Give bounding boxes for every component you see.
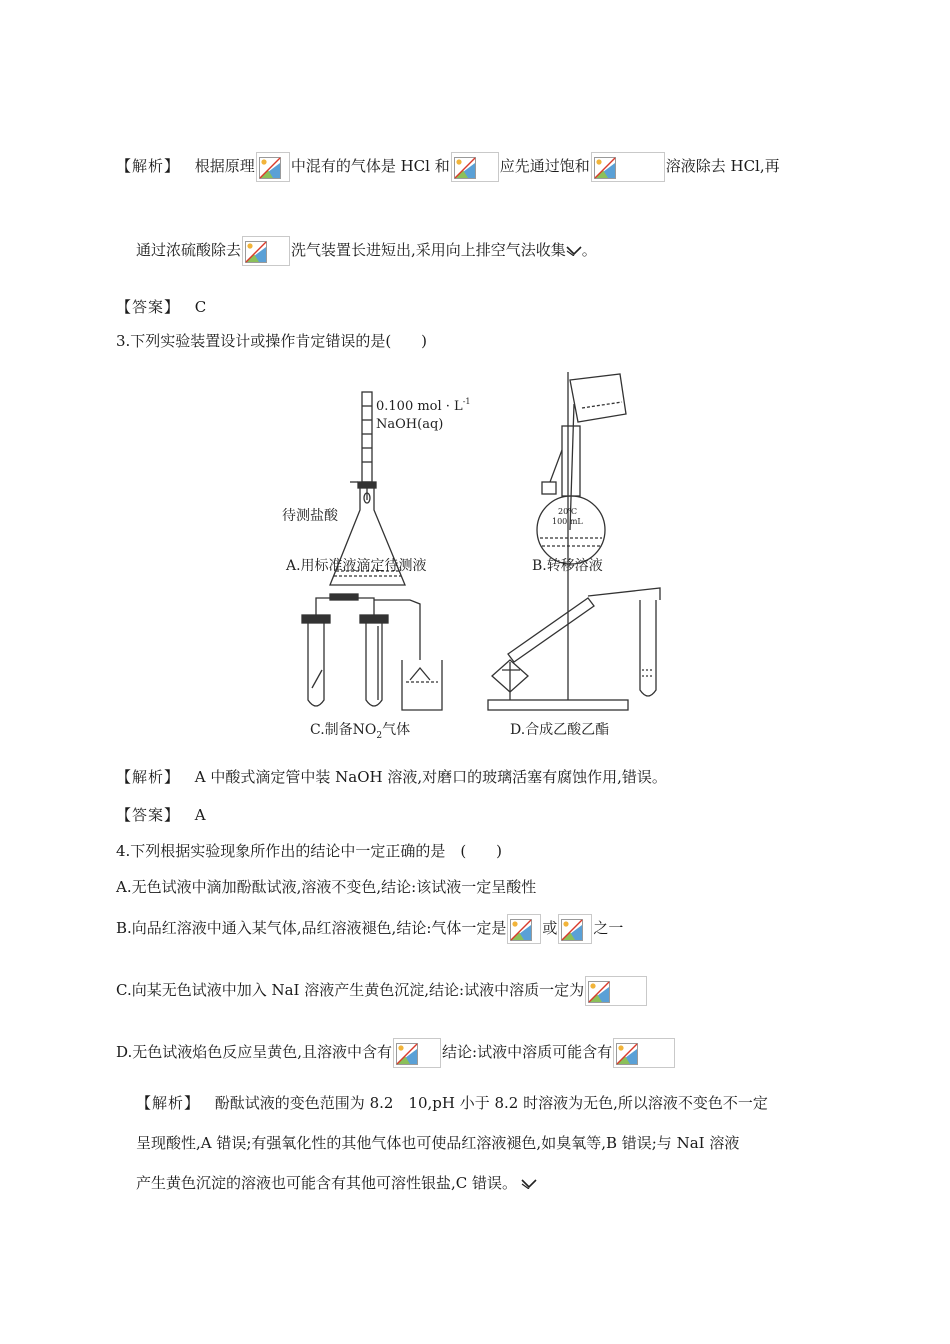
q4-analysis-line-3: [136, 1172, 537, 1194]
broken-image-icon: [396, 1043, 418, 1065]
formula-image: [242, 236, 290, 266]
a-caption: A.用标准液滴定待测液: [286, 558, 427, 574]
analysis-tag: 【解析】: [116, 768, 181, 786]
broken-image-icon: [510, 919, 532, 941]
text-segment: 通过浓硫酸除去: [136, 241, 242, 259]
text-segment: B.向品红溶液中通入某气体,品红溶液褪色,结论:气体一定是: [116, 919, 507, 937]
text-segment: 或: [542, 919, 558, 937]
text-segment: 。: [581, 241, 597, 259]
down-arrow-icon: [521, 1179, 537, 1189]
answer-value: A: [194, 806, 206, 824]
analysis-line-2: [136, 236, 597, 266]
text-segment: 洗气装置长进短出,采用向上排空气法收集: [291, 241, 566, 259]
broken-image-icon: [245, 241, 267, 263]
text-segment: D.无色试液焰色反应呈黄色,且溶液中含有: [116, 1043, 393, 1061]
broken-image-icon: [454, 157, 476, 179]
broken-image-icon: [588, 981, 610, 1003]
q3-answer: [116, 804, 206, 826]
answer-line: [116, 296, 206, 318]
text-segment: 结论:试液中溶质可能含有: [442, 1043, 613, 1061]
analysis-text: A 中酸式滴定管中装 NaOH 溶液,对磨口的玻璃活塞有腐蚀作用,错误。: [194, 768, 667, 786]
a-label: 待测盐酸: [282, 508, 338, 524]
text-segment: 应先通过饱和: [499, 157, 590, 175]
formula-image: [585, 976, 647, 1006]
question-3-stem: 3.下列实验装置设计或操作肯定错误的是( ): [116, 332, 428, 350]
answer-value: C: [194, 298, 207, 316]
text-segment: 中混有的气体是 HCl 和: [290, 157, 450, 175]
formula-image: [591, 152, 665, 182]
apparatus-b: [537, 374, 626, 564]
formula-image: [558, 914, 592, 944]
analysis-tag: 【解析】: [136, 1094, 201, 1112]
d-caption: D.合成乙酸乙酯: [510, 722, 610, 738]
formula-image: [613, 1038, 675, 1068]
text-segment: 之一: [593, 919, 624, 937]
option-c: [116, 976, 648, 1006]
text-segment: C.向某无色试液中加入 NaI 溶液产生黄色沉淀,结论:试液中溶质一定为: [116, 981, 585, 999]
answer-tag: 【答案】: [116, 806, 181, 824]
b-caption: B.转移溶液: [532, 558, 603, 574]
formula-image: [393, 1038, 441, 1068]
c-caption: C.制备$NO_2$气体: [310, 722, 411, 741]
answer-tag: 【答案】: [116, 298, 181, 316]
b-volume: 100 mL: [552, 517, 583, 526]
option-d: [116, 1038, 676, 1068]
formula-image: [451, 152, 499, 182]
analysis-line-1: [116, 152, 780, 182]
apparatus-figure: [270, 370, 690, 750]
formula-image: [256, 152, 290, 182]
down-arrow-icon: [566, 246, 582, 256]
apparatus-c: [302, 594, 442, 710]
formula-image: [507, 914, 541, 944]
broken-image-icon: [594, 157, 616, 179]
analysis-tag: 【解析】: [116, 157, 181, 175]
broken-image-icon: [616, 1043, 638, 1065]
option-b: [116, 914, 623, 944]
option-a: A.无色试液中滴加酚酞试液,溶液不变色,结论:该试液一定呈酸性: [116, 878, 537, 896]
text-segment: 溶液除去 HCl,再: [665, 157, 780, 175]
q3-analysis: [116, 766, 667, 788]
q4-analysis-line-1: [136, 1092, 768, 1114]
a-concentration: 0.100 mol · $L^{-1}$: [376, 397, 471, 414]
a-reagent: NaOH(aq): [376, 417, 444, 432]
q4-analysis-line-2: 呈现酸性,A 错误;有强氧化性的其他气体也可使品红溶液褪色,如臭氧等,B 错误;与 NaI 溶液: [136, 1134, 740, 1152]
broken-image-icon: [259, 157, 281, 179]
b-temperature: 20℃: [558, 507, 578, 516]
question-4-stem: 4.下列根据实验现象所作出的结论中一定正确的是 ( ): [116, 842, 503, 860]
text-segment: 根据原理: [194, 157, 255, 175]
analysis-text: 产生黄色沉淀的溶液也可能含有其他可溶性银盐,C 错误。: [136, 1174, 518, 1192]
broken-image-icon: [561, 919, 583, 941]
analysis-text: 酚酞试液的变色范围为 8.2 10,pH 小于 8.2 时溶液为无色,所以溶液不变色不一定: [214, 1094, 768, 1112]
